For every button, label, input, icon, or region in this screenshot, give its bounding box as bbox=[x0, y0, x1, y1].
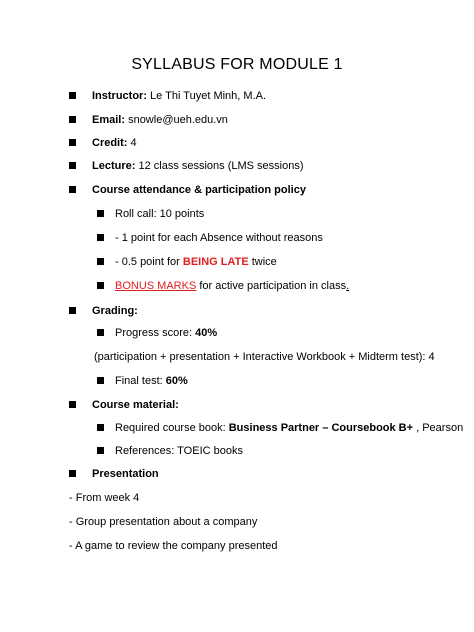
final-value: 60% bbox=[165, 375, 188, 387]
square-bullet-icon bbox=[97, 258, 104, 265]
credit-label: Credit: bbox=[92, 137, 128, 149]
instructor-value: Le Thi Tuyet Minh, M.A. bbox=[147, 90, 267, 102]
square-bullet-icon bbox=[97, 377, 104, 384]
bonus-suffix: for active participation in class bbox=[196, 280, 347, 292]
required-book: Business Partner – Coursebook B+ bbox=[228, 422, 414, 434]
square-bullet-icon bbox=[69, 186, 76, 193]
references-text: References: TOEIC books bbox=[115, 445, 243, 457]
square-bullet-icon bbox=[97, 329, 104, 336]
required-publisher: , Pearson bbox=[413, 422, 464, 434]
square-bullet-icon bbox=[69, 162, 76, 169]
late-prefix: - 0.5 point for bbox=[115, 256, 183, 268]
square-bullet-icon bbox=[97, 210, 104, 217]
progress-value: 40% bbox=[195, 327, 218, 339]
presentation-line-2: - Group presentation about a company bbox=[69, 516, 258, 528]
square-bullet-icon bbox=[69, 116, 76, 123]
progress-detail: (participation + presentation + Interactive Workbook + Midterm test): 4 bbox=[94, 351, 435, 363]
square-bullet-icon bbox=[69, 139, 76, 146]
email-label: Email: bbox=[92, 114, 126, 126]
late-highlight: BEING LATE bbox=[182, 256, 249, 268]
presentation-line-3: - A game to review the company presented bbox=[69, 540, 278, 552]
credit-value: 4 bbox=[127, 137, 137, 149]
progress-label: Progress score: bbox=[115, 327, 196, 339]
square-bullet-icon bbox=[69, 92, 76, 99]
final-label: Final test: bbox=[115, 375, 166, 387]
square-bullet-icon bbox=[97, 234, 104, 241]
absence-text: - 1 point for each Absence without reasons bbox=[115, 232, 323, 244]
required-label: Required course book: bbox=[115, 422, 229, 434]
square-bullet-icon bbox=[97, 424, 104, 431]
late-suffix: twice bbox=[248, 256, 277, 268]
bonus-highlight: BONUS MARKS bbox=[115, 280, 197, 292]
lecture-label: Lecture: bbox=[92, 160, 136, 172]
square-bullet-icon bbox=[97, 447, 104, 454]
attendance-heading: Course attendance & participation policy bbox=[92, 184, 306, 196]
square-bullet-icon bbox=[97, 282, 104, 289]
grading-heading: Grading: bbox=[92, 305, 138, 317]
roll-call-text: Roll call: 10 points bbox=[115, 208, 205, 220]
square-bullet-icon bbox=[69, 401, 76, 408]
presentation-line-1: - From week 4 bbox=[69, 492, 140, 504]
square-bullet-icon bbox=[69, 307, 76, 314]
instructor-label: Instructor: bbox=[92, 90, 147, 102]
presentation-heading: Presentation bbox=[92, 468, 159, 480]
material-heading: Course material: bbox=[92, 399, 179, 411]
page-title: SYLLABUS FOR MODULE 1 bbox=[131, 56, 343, 73]
lecture-value: 12 class sessions (LMS sessions) bbox=[135, 160, 304, 172]
email-value: snowle@ueh.edu.vn bbox=[125, 114, 228, 126]
bonus-end: . bbox=[346, 280, 350, 292]
square-bullet-icon bbox=[69, 470, 76, 477]
